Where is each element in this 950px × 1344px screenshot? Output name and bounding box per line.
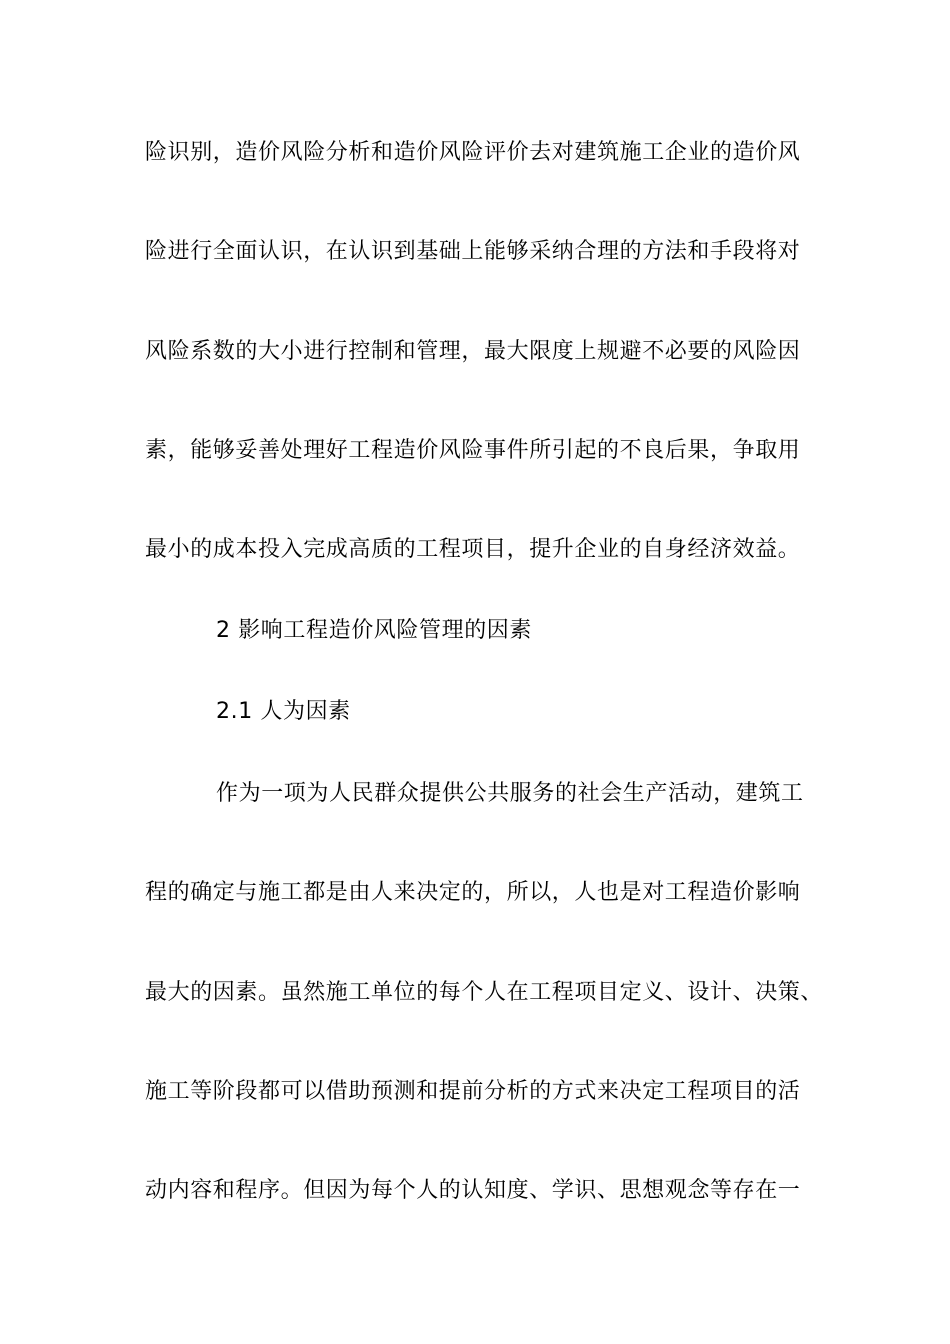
paragraph-line: 最大的因素。虽然施工单位的每个人在工程项目定义、设计、决策、 — [145, 980, 824, 1005]
paragraph-line: 风险系数的大小进行控制和管理，最大限度上规避不必要的风险因 — [145, 339, 801, 364]
paragraph-line: 程的确定与施工都是由人来决定的，所以，人也是对工程造价影响 — [145, 880, 801, 905]
paragraph-line: 险识别，造价风险分析和造价风险评价去对建筑施工企业的造价风 — [145, 140, 801, 165]
paragraph-line: 险进行全面认识，在认识到基础上能够采纳合理的方法和手段将对 — [145, 239, 801, 264]
subsection-heading: 2.1 人为因素 — [216, 699, 351, 724]
paragraph-line: 素，能够妥善处理好工程造价风险事件所引起的不良后果，争取用 — [145, 438, 801, 463]
paragraph-line: 作为一项为人民群众提供公共服务的社会生产活动，建筑工 — [216, 781, 804, 806]
paragraph-line: 施工等阶段都可以借助预测和提前分析的方式来决定工程项目的活 — [145, 1079, 801, 1104]
paragraph-line: 动内容和程序。但因为每个人的认知度、学识、思想观念等存在一 — [145, 1178, 801, 1203]
section-heading: 2 影响工程造价风险管理的因素 — [216, 618, 532, 643]
paragraph-line: 最小的成本投入完成高质的工程项目，提升企业的自身经济效益。 — [145, 537, 801, 562]
